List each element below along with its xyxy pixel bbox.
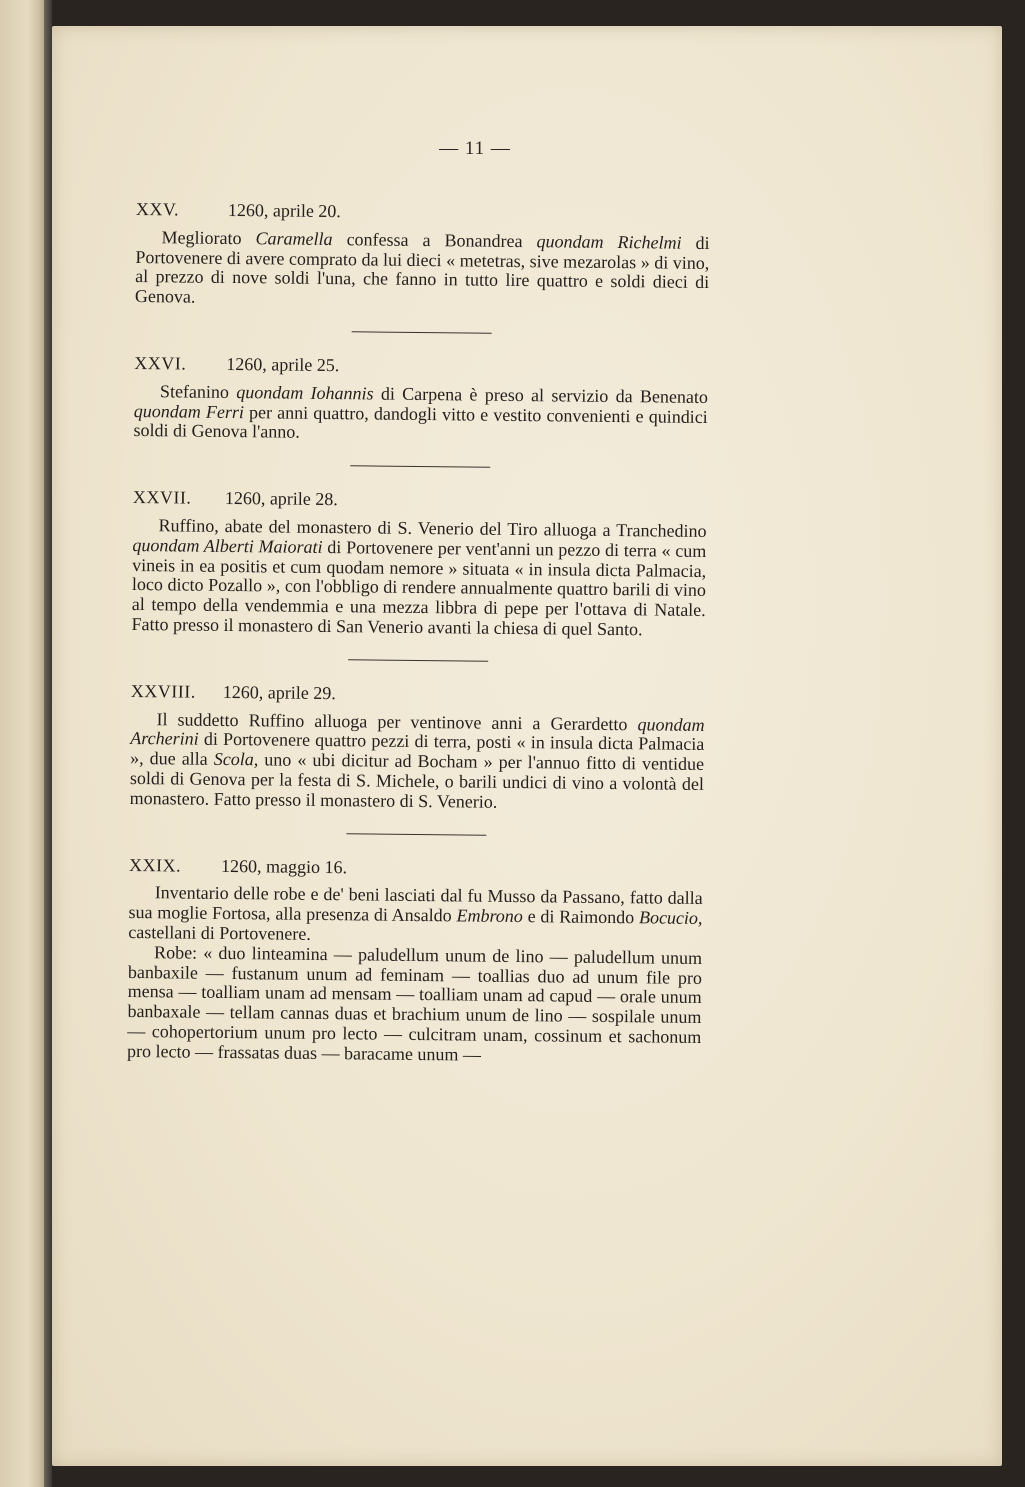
text-run: Stefanino bbox=[159, 381, 237, 402]
separator-rule bbox=[352, 331, 492, 333]
text-italic: quondam Archerini bbox=[130, 713, 705, 750]
entry-text bbox=[133, 382, 708, 447]
separator-rule bbox=[346, 833, 486, 835]
text-run: per anni quattro, dandogli vitto e vestito convenienti e quindici soldi di Genova l'anno. bbox=[133, 401, 708, 443]
entry-heading bbox=[129, 855, 703, 881]
text-run: e di Raimondo bbox=[522, 906, 640, 928]
entry-number: XXVII. bbox=[132, 487, 192, 508]
entry-text bbox=[130, 710, 705, 815]
entry-date: 1260, maggio 16. bbox=[220, 855, 348, 877]
entry-heading bbox=[133, 488, 707, 514]
text-run: castellani di Portovenere. bbox=[128, 921, 311, 944]
text-italic: quondam Alberti Maiorati bbox=[132, 534, 323, 557]
entry-text bbox=[135, 228, 710, 313]
text-italic: Scola, bbox=[213, 748, 259, 770]
text-italic: quondam Iohannis bbox=[236, 381, 374, 404]
entry-number: XXV. bbox=[135, 199, 180, 220]
text-italic: quondam Ferri bbox=[133, 400, 245, 422]
entry-date: 1260, aprile 25. bbox=[226, 353, 340, 376]
book-spine bbox=[0, 0, 50, 1487]
entry-text-continued: Robe: « duo linteamina — paludellum unum de lino — paludellum unum banbaxile — fustanum unum ad feminam — toallias duo ad unum file pro mensa — toalliam unam ad mensam — toalliam unam ad capud — orale unum banbaxale — tellam cannas duas et brachium unum de lino — sospilale unum — cohopertorium unum pro lecto — culcitram unam, cossinum et sachonum pro lecto — frassatas duas — baracame unum — bbox=[126, 941, 703, 1065]
text-run: uno « ubi dicitur ad Bocham » per l'annuo fitto di ventidue soldi di Genova per la festa di S. Michele, o barili undici di vino a volontà del monastero. Fatto presso il monastero di S. Venerio. bbox=[129, 749, 705, 812]
page-number: — 11 — bbox=[439, 138, 511, 159]
text-italic: quondam Richelmi bbox=[536, 230, 682, 253]
entry-text bbox=[128, 883, 703, 948]
entry-heading bbox=[134, 354, 708, 380]
text-run: di Portovenere quattro pezzi di terra, posti « in insula dicta Palmacia », due alla bbox=[130, 729, 705, 769]
entry-date: 1260, aprile 29. bbox=[222, 681, 336, 703]
separator-rule bbox=[350, 465, 490, 467]
text-run: confessa a Bonandrea bbox=[332, 228, 537, 251]
text-italic: Caramella bbox=[255, 228, 333, 249]
entry-number: XXVI. bbox=[134, 352, 187, 374]
text-run: Inventario delle robe e de' beni lasciati dal fu Musso da Passano, fatto dalla sua moglie Fortosa, alla presenza di Ansaldo bbox=[128, 882, 703, 926]
text-italic: Bocucio, bbox=[638, 907, 703, 929]
entry-heading bbox=[131, 682, 705, 708]
entry-number: XXIX. bbox=[128, 854, 182, 876]
entry-date: 1260, aprile 20. bbox=[227, 199, 341, 222]
text-italic: Embrono bbox=[456, 905, 523, 927]
text-run: di Portovenere di avere comprato da lui dieci « metetras, sive mezarolas » di vino, al prezzo di nove soldi l'una, che fanno in tutto lire quattro e soldi dieci di Genova. bbox=[134, 232, 710, 307]
spine-edge bbox=[44, 0, 52, 1487]
text-run: di Carpena è preso al servizio da Benenato bbox=[373, 383, 709, 407]
text-run: Ruffino, abate del monastero di S. Venerio del Tiro alluoga a Tranchedino bbox=[158, 515, 707, 541]
text-run: Il suddetto Ruffino alluoga per ventinove anni a Gerardetto bbox=[156, 708, 638, 734]
text-run: Megliorato bbox=[161, 227, 256, 249]
text-run: di Portovenere per vent'anni un pezzo di terra « cum vineis in ea positis et cum quodam nemore » situata « in insula dicta Palmacia, loco dicto Pozallo », con l'obbligo di rendere annualmente quattro barili di vino al tempo della vendemmia e una mezza libbra di pepe per l'ottava di Natale. Fatto presso il monastero di San Venerio avanti la chiesa di quel Santo. bbox=[131, 536, 707, 640]
entry-number: XXVIII. bbox=[130, 680, 196, 702]
text-column bbox=[127, 200, 710, 1067]
separator-rule bbox=[348, 659, 488, 661]
entry-text bbox=[131, 516, 706, 641]
entry-date: 1260, aprile 28. bbox=[224, 488, 338, 510]
